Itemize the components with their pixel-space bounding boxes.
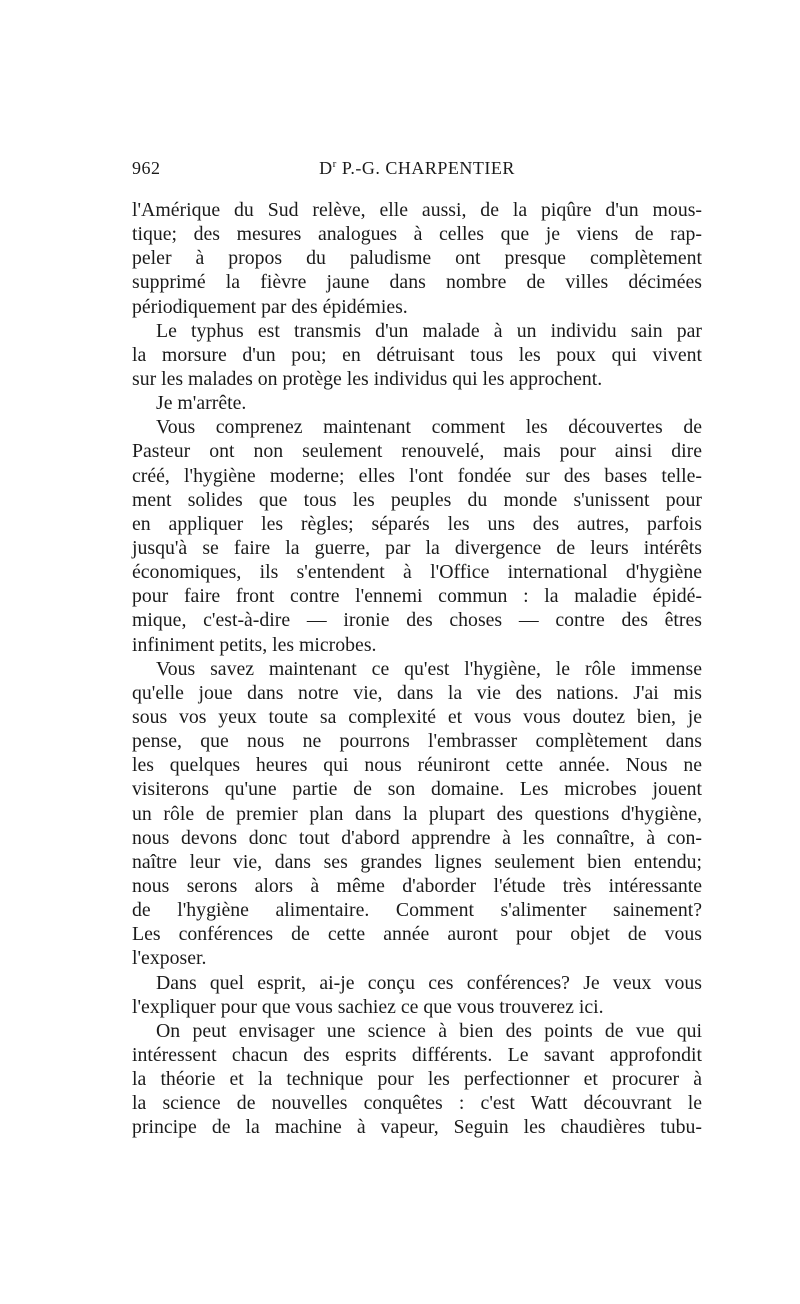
running-head bbox=[132, 158, 702, 179]
text-line: l'expliquer pour que vous sachiez ce que vous trouverez ici. bbox=[132, 995, 604, 1018]
text-line: principe de la machine à vapeur, Seguin les chaudières tubu- bbox=[132, 1116, 702, 1139]
text-line: la science de nouvelles conquêtes : c'est Watt découvrant le bbox=[132, 1092, 702, 1115]
text-line: en appliquer les règles; séparés les uns des autres, parfois bbox=[132, 512, 702, 535]
text-line: sur les malades on protège les individus qui les approchent. bbox=[132, 367, 603, 390]
author-prefix-superscript: r bbox=[332, 158, 337, 170]
text-line: On peut envisager une science à bien des points de vue qui bbox=[156, 1019, 702, 1042]
paragraph bbox=[132, 415, 702, 656]
author-prefix: D bbox=[319, 158, 333, 178]
paragraph bbox=[132, 319, 702, 391]
text-line: nous devons donc tout d'abord apprendre à les connaître, à con- bbox=[132, 826, 702, 849]
text-line: Les conférences de cette année auront pour objet de vous bbox=[132, 923, 702, 946]
text-line: mique, c'est-à-dire — ironie des choses — contre des êtres bbox=[132, 609, 702, 632]
text-line: de l'hygiène alimentaire. Comment s'alimenter sainement? bbox=[132, 899, 702, 922]
text-line: pour faire front contre l'ennemi commun : la maladie épidé- bbox=[132, 585, 702, 608]
text-line: jusqu'à se faire la guerre, par la divergence de leurs intérêts bbox=[132, 536, 702, 559]
text-line: créé, l'hygiène moderne; elles l'ont fondée sur des bases telle- bbox=[132, 464, 702, 487]
paragraph bbox=[132, 391, 702, 415]
text-line: l'Amérique du Sud relève, elle aussi, de la piqûre d'un mous- bbox=[132, 199, 702, 221]
text-line: supprimé la fièvre jaune dans nombre de villes décimées bbox=[132, 271, 702, 294]
text-line: infiniment petits, les microbes. bbox=[132, 633, 377, 656]
paragraph bbox=[132, 971, 702, 1019]
text-line: visiterons qu'une partie de son domaine. Les microbes jouent bbox=[132, 778, 702, 801]
text-line: Dans quel esprit, ai-je conçu ces conférences? Je veux vous bbox=[156, 971, 702, 994]
text-line: les quelques heures qui nous réuniront cette année. Nous ne bbox=[132, 754, 702, 777]
text-line: peler à propos du paludisme ont presque complètement bbox=[132, 247, 702, 270]
text-line: Le typhus est transmis d'un malade à un individu sain par bbox=[156, 319, 702, 342]
text-line: un rôle de premier plan dans la plupart des questions d'hygiène, bbox=[132, 802, 702, 825]
text-line: Vous savez maintenant ce qu'est l'hygiène, le rôle immense bbox=[156, 657, 702, 680]
text-line: Pasteur ont non seulement renouvelé, mais pour ainsi dire bbox=[132, 440, 702, 463]
paragraph bbox=[132, 657, 702, 971]
text-line: nous serons alors à même d'aborder l'étude très intéressante bbox=[132, 874, 702, 897]
text-line: ment solides que tous les peuples du monde s'unissent pour bbox=[132, 488, 702, 511]
page-header bbox=[132, 158, 702, 188]
paragraph bbox=[132, 1019, 702, 1140]
text-line: naître leur vie, dans ses grandes lignes seulement bien entendu; bbox=[132, 850, 702, 873]
text-line: périodiquement par des épidémies. bbox=[132, 295, 408, 318]
author-name: P.-G. CHARPENTIER bbox=[336, 158, 515, 178]
text-line: qu'elle joue dans notre vie, dans la vie des nations. J'ai mis bbox=[132, 681, 702, 704]
text-line: la morsure d'un pou; en détruisant tous les poux qui vivent bbox=[132, 343, 702, 366]
text-line: sous vos yeux toute sa complexité et vous vous doutez bien, je bbox=[132, 705, 702, 728]
body-text bbox=[132, 198, 702, 1139]
text-line: intéressent chacun des esprits différents. Le savant approfondit bbox=[132, 1043, 702, 1066]
text-line: pense, que nous ne pourrons l'embrasser complètement dans bbox=[132, 730, 702, 753]
text-line: tique; des mesures analogues à celles que je viens de rap- bbox=[132, 223, 702, 246]
text-line: l'exposer. bbox=[132, 947, 207, 970]
text-line: économiques, ils s'entendent à l'Office international d'hygiène bbox=[132, 561, 702, 584]
page-number: 962 bbox=[132, 158, 161, 178]
paragraph bbox=[132, 198, 702, 319]
text-line: Vous comprenez maintenant comment les découvertes de bbox=[156, 416, 702, 439]
text-line: la théorie et la technique pour les perfectionner et procurer à bbox=[132, 1068, 702, 1091]
text-line: Je m'arrête. bbox=[156, 392, 247, 415]
